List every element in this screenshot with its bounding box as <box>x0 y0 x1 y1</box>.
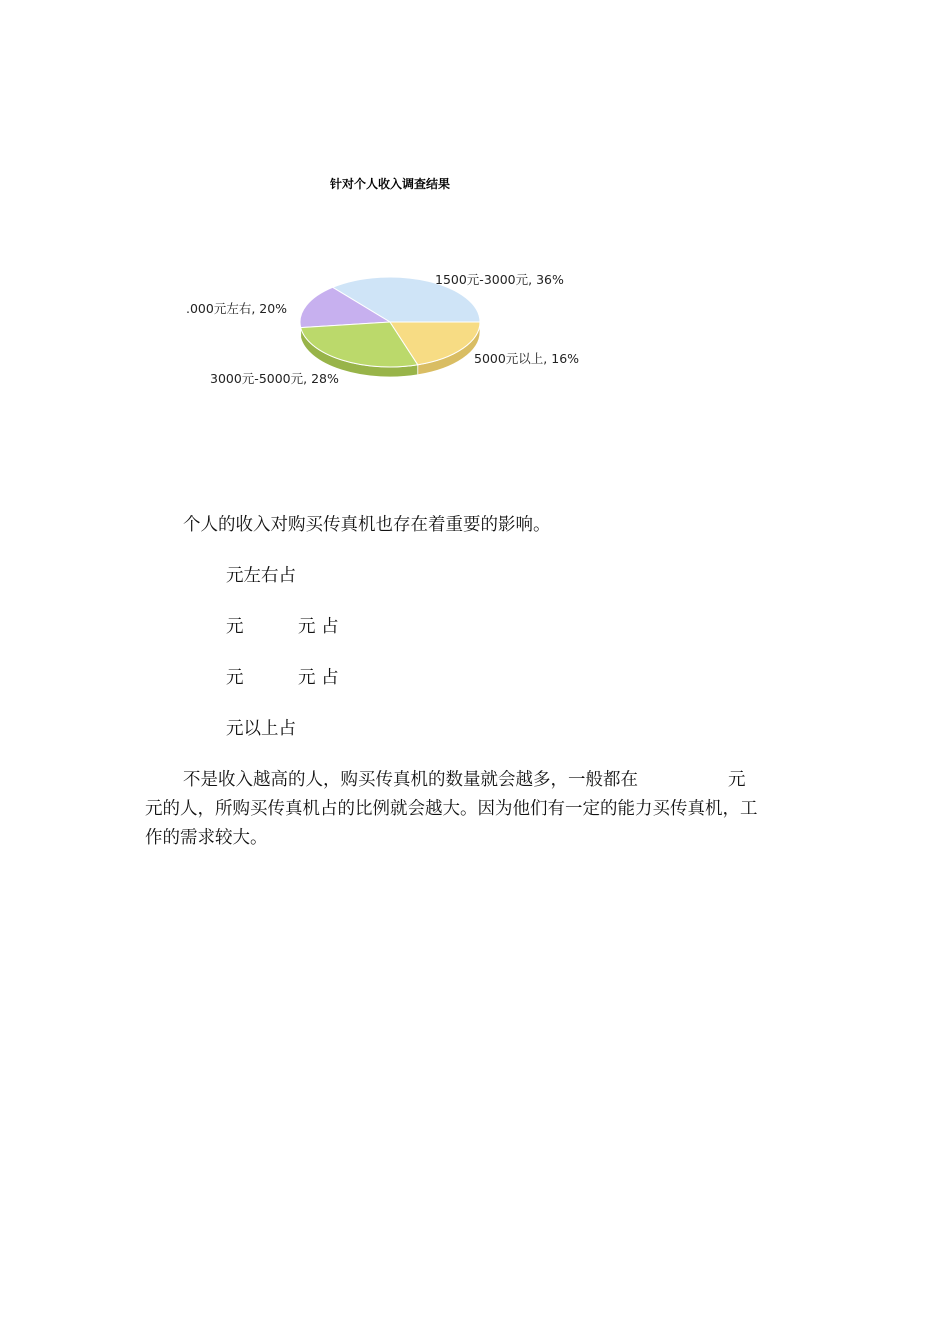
pie-slice-label-2: 3000元-5000元, 28% <box>210 371 339 386</box>
paragraph-line-3: 作的需求较大。 <box>145 828 268 848</box>
paragraph-line-2: 元的人，所购买传真机占的比例就会越大。因为他们有一定的能力买传真机，工 <box>145 799 758 819</box>
pie-top <box>300 277 480 367</box>
pie-chart <box>180 255 610 400</box>
intro-text: 个人的收入对购买传真机也存在着重要的影响。 <box>183 515 551 535</box>
income-item-1: 元左右占 <box>226 566 296 586</box>
paragraph-line-1-end: 元 <box>728 770 746 790</box>
pie-slice-label-1: 5000元以上, 16% <box>474 351 580 366</box>
paragraph-line-1: 不是收入越高的人，购买传真机的数量就会越多，一般都在 <box>183 770 638 790</box>
pie-slice-label-3: .000元左右, 20% <box>186 301 288 316</box>
income-item-3-start: 元 <box>226 668 244 688</box>
income-item-2-end: 元 占 <box>298 617 339 637</box>
chart-title: 针对个人收入调查结果 <box>329 177 450 191</box>
income-item-2-start: 元 <box>226 617 244 637</box>
pie-slice-label-0: 1500元-3000元, 36% <box>435 272 564 287</box>
income-item-3-end: 元 占 <box>298 668 339 688</box>
income-item-4: 元以上占 <box>226 719 296 739</box>
